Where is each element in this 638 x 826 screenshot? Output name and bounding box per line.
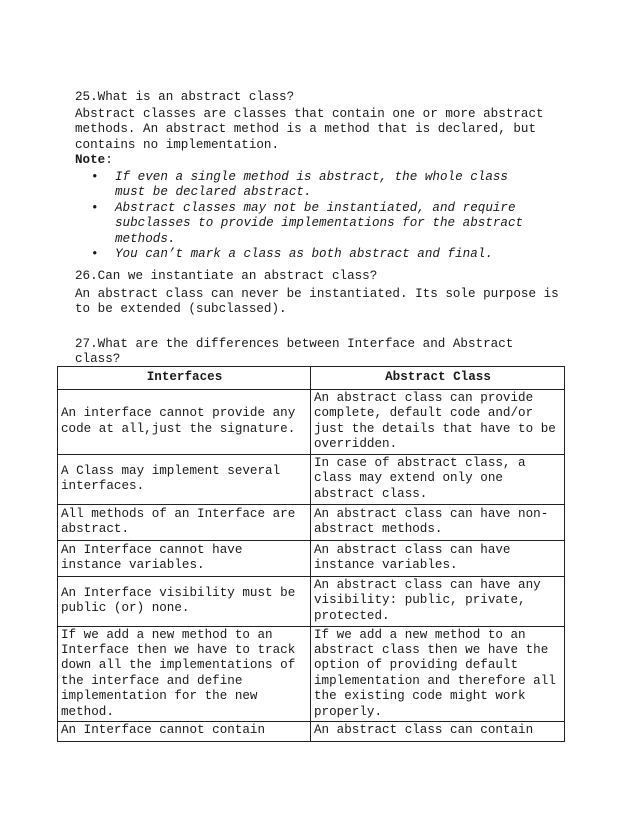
answer-25: Abstract classes are classes that contain one or more abstract methods. An abstract method is a method that is declared, but contains no implementation. xyxy=(75,107,544,152)
table-cell-interface: An interface cannot provide any code at all,just the signature. xyxy=(58,390,311,455)
table-cell-interface: An Interface visibility must be public (or) none. xyxy=(58,576,311,626)
table-cell-interface: An Interface cannot have instance variables. xyxy=(58,540,311,576)
table-cell-interface: If we add a new method to an Interface then we have to track down all the implementations of the interface and define implementation for the new method. xyxy=(58,626,311,721)
table-cell-abstract: In case of abstract class, a class may extend only one abstract class. xyxy=(311,454,565,504)
table-row xyxy=(58,504,565,540)
table-cell-interface: An Interface cannot contain xyxy=(58,722,311,742)
note-label-text: Note xyxy=(75,153,106,167)
table-cell-abstract: An abstract class can have instance variables. xyxy=(311,540,565,576)
table-cell-abstract: An abstract class can have non-abstract methods. xyxy=(311,504,565,540)
question-25: 25.What is an abstract class? xyxy=(75,90,295,104)
table-row xyxy=(58,454,565,504)
table-cell-abstract: An abstract class can have any visibility: public, private, protected. xyxy=(311,576,565,626)
table-row xyxy=(58,626,565,721)
table-row xyxy=(58,390,565,455)
note-item xyxy=(75,201,545,247)
comparison-table xyxy=(57,366,565,742)
table-cell-abstract: If we add a new method to an abstract class then we have the option of providing default implementation and therefore all the existing code might work properly. xyxy=(311,626,565,721)
note-item xyxy=(75,170,545,201)
table-row xyxy=(58,576,565,626)
header-abstract-class: Abstract Class xyxy=(311,367,565,390)
table-cell-abstract: An abstract class can provide complete, default code and/or just the details that have to be overridden. xyxy=(311,390,565,455)
header-interfaces: Interfaces xyxy=(58,367,311,390)
table-cell-abstract: An abstract class can contain xyxy=(311,722,565,742)
bullet-icon: • xyxy=(91,170,99,184)
question-27: 27.What are the differences between Interface and Abstract class? xyxy=(75,337,514,367)
table-row xyxy=(58,722,565,742)
note-list xyxy=(75,170,545,262)
answer-26: An abstract class can never be instantiated. Its sole purpose is to be extended (subclassed). xyxy=(75,287,559,317)
bullet-icon: • xyxy=(91,200,99,215)
note-label-colon: : xyxy=(105,153,113,167)
note-text: If even a single method is abstract, the whole class must be declared abstract. xyxy=(115,170,508,200)
table-cell-interface: A Class may implement several interfaces. xyxy=(58,454,311,504)
table-cell-interface: All methods of an Interface are abstract. xyxy=(58,504,311,540)
note-text: Abstract classes may not be instantiated, and require subclasses to provide implementations for the abstract methods. xyxy=(115,200,524,246)
bullet-icon: • xyxy=(91,247,99,262)
question-26: 26.Can we instantiate an abstract class? xyxy=(75,269,378,283)
table-row xyxy=(58,540,565,576)
table-header-row xyxy=(58,367,565,390)
note-text: You can’t mark a class as both abstract and final. xyxy=(115,247,493,262)
note-item xyxy=(75,247,545,262)
note-label xyxy=(75,153,565,168)
